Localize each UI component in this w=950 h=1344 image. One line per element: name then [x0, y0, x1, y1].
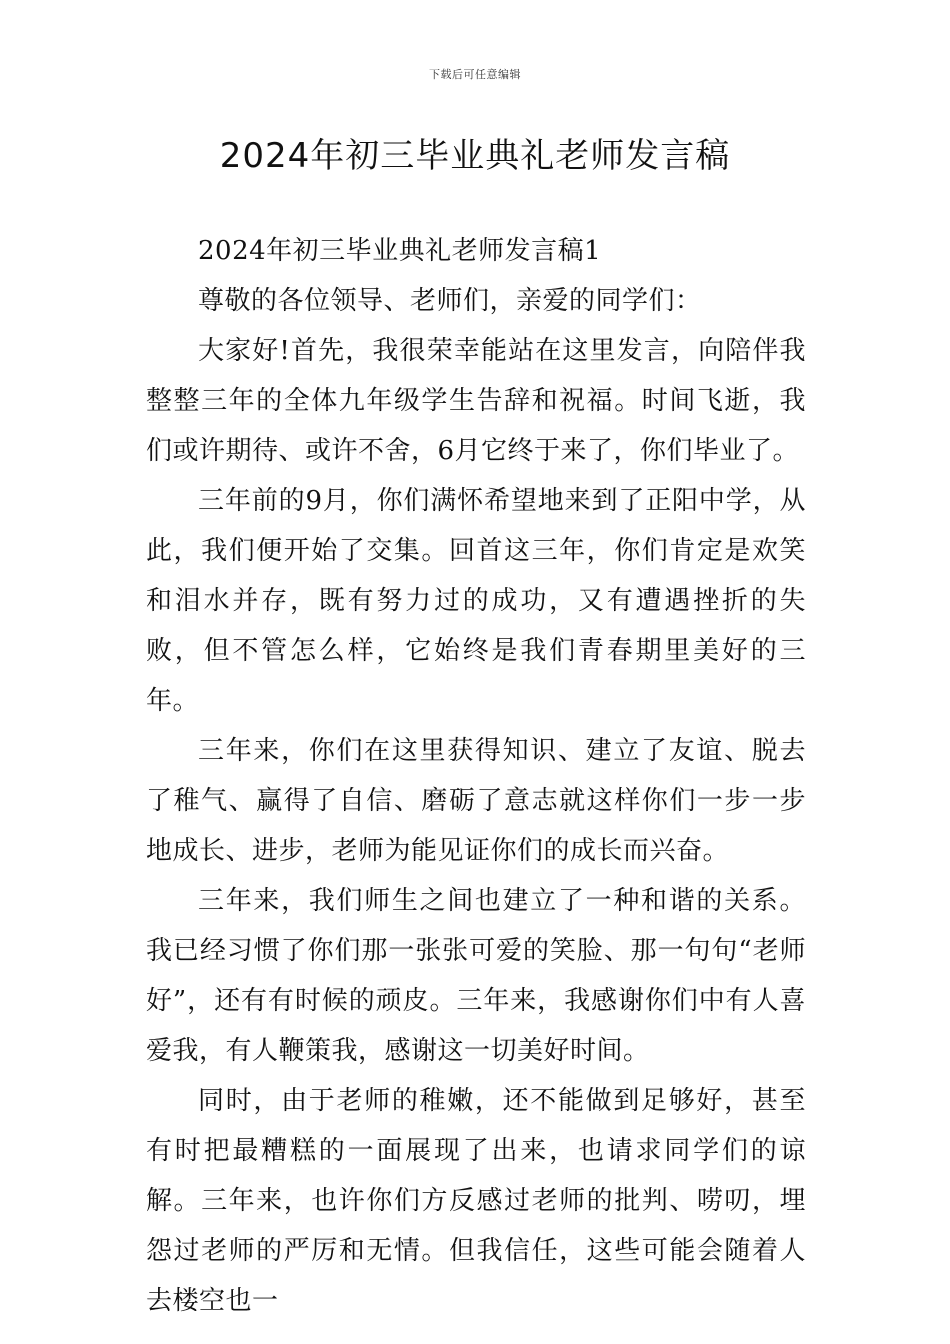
paragraph: 大家好!首先，我很荣幸能站在这里发言，向陪伴我整整三年的全体九年级学生告辞和祝福。时间飞逝，我们或许期待、或许不舍，6月它终于来了，你们毕业了。: [146, 336, 806, 466]
paragraph: 三年来，你们在这里获得知识、建立了友谊、脱去了稚气、赢得了自信、磨砺了意志就这样你们一步一步地成长、进步，老师为能见证你们的成长而兴奋。: [146, 736, 806, 866]
document-body: [146, 226, 806, 1326]
header-note: 下载后可任意编辑: [429, 68, 521, 81]
paragraph: 三年来，我们师生之间也建立了一种和谐的关系。我已经习惯了你们那一张张可爱的笑脸、那一句句“老师好”，还有有时候的顽皮。三年来，我感谢你们中有人喜爱我，有人鞭策我，感谢这一切美好时间。: [146, 886, 806, 1066]
paragraph: 同时，由于老师的稚嫩，还不能做到足够好，甚至有时把最糟糕的一面展现了出来，也请求同学们的谅解。三年来，也许你们方反感过老师的批判、唠叨，埋怨过老师的严厉和无情。但我信任，这些可能会随着人去楼空也一: [146, 1086, 806, 1316]
salutation: 尊敬的各位领导、老师们，亲爱的同学们：: [198, 286, 702, 316]
section-heading: 2024年初三毕业典礼老师发言稿1: [198, 236, 602, 266]
paragraph: 三年前的9月，你们满怀希望地来到了正阳中学，从此，我们便开始了交集。回首这三年，你们肯定是欢笑和泪水并存，既有努力过的成功，又有遭遇挫折的失败，但不管怎么样，它始终是我们青春期里美好的三年。: [146, 486, 806, 716]
document-title: 2024年初三毕业典礼老师发言稿: [219, 136, 731, 176]
